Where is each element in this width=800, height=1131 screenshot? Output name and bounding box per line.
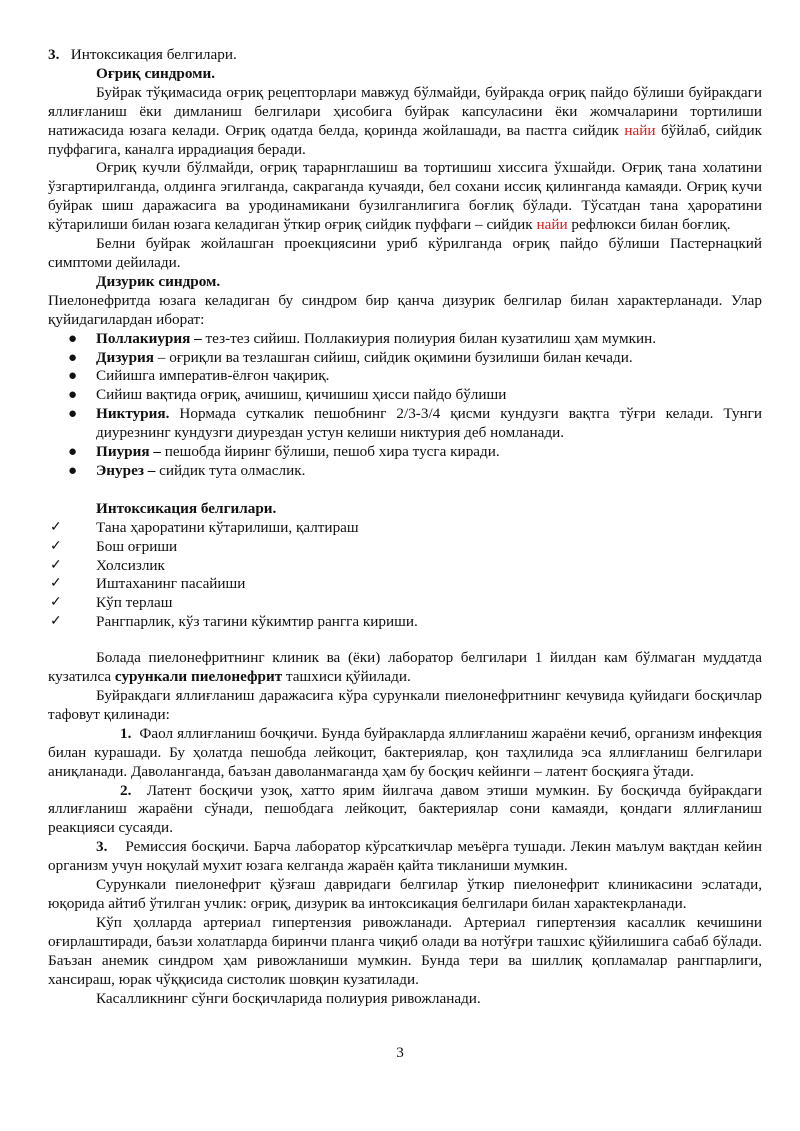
chronic-paragraph-1: Болада пиелонефритнинг клиник ва (ёки) лаборатор белгилари 1 йилдан кам бўлмаган муддатда кузатилса сурункали пиелонефрит ташхиси қўйилади. [48, 649, 762, 686]
checkmark-icon: ✓ [50, 519, 62, 535]
list-item: ● Сийиш вақтида оғриқ, ачишиш, қичишиш ҳисси пайдо бўлиши [68, 386, 507, 404]
bullet-icon: ● [68, 349, 78, 366]
bullet-icon: ● [68, 387, 78, 404]
chronic-paragraph-4: Кўп ҳолларда артериал гипертензия ривожланади. Артериал гипертензия касаллик кечишини оғирлаштиради, баъзи холатларда биринчи планга чиқиб олади ва нотўғри ташхис қўйилишига сабаб бўлади. Баъзан анемик синдром ҳам ривожланиши мумкин. Бунда тери ва шиллиқ қопламалар рангпарлиги, хансираш, юрак чўққисида систолик шовқин кузатилади. [48, 913, 762, 988]
highlight-word: найи [624, 121, 656, 139]
bullet-icon: ● [68, 406, 78, 423]
document-page [48, 46, 762, 1008]
pain-paragraph-2: Оғриқ кучли бўлмайди, оғриқ тарарнглашиш ва тортишиш хиссига ўхшайди. Оғриқ тана холатини ўзгартирилганда, олдинга эгилганда, сакраганда кучаяди, бел сохани иссиқ қилинганда камаяди. Оғриқ кучи буйрак шиш даражасига ва уродинамикани бузилганлигига боғлиқ бўлади. Тўсатдан тана ҳароратини кўтарилиши билан юзага келадиган ўткир оғриқ сийдик пуффаги – сийдик найи рефлюкси билан боғлиқ. [48, 159, 762, 234]
intox-heading: Интоксикация белгилари. [96, 499, 277, 517]
pain-heading: Оғриқ синдроми. [96, 64, 216, 82]
list-item: ✓ Иштаханинг пасайиши [50, 575, 246, 593]
bullet-icon: ● [68, 444, 78, 461]
bullet-icon: ● [68, 330, 78, 347]
dysuric-intro: Пиелонефритда юзага келадиган бу синдром бир қанча дизурик белгилар билан характерланади. Улар қуйидагилардан иборат: [48, 291, 762, 328]
bullet-icon: ● [68, 368, 78, 385]
checkmark-icon: ✓ [50, 595, 62, 611]
list-item: ● Сийишга императив-ёлғон чақириқ. [68, 367, 330, 385]
list-item: ✓ Бош оғриши [50, 537, 178, 555]
list-item: ✓ Тана ҳароратини кўтарилиши, қалтираш [50, 518, 359, 536]
list-item: ● Поллакиурия – тез-тез сийиш. Поллакиурия полиурия билан кузатилиш ҳам мумкин. [68, 329, 657, 347]
list-item: ● Пиурия – пешобда йиринг бўлиши, пешоб хира тусга киради. [68, 443, 500, 461]
checkmark-icon: ✓ [50, 614, 62, 630]
stage-2: 2. Латент босқичи узоқ, хатто ярим йилгача давом этиши мумкин. Бу босқичда буйракдаги яллиғланиш жараёни сўнади, пешобдага лейкоцит, бактериялар сони камаяди, қондаги яллиғланиш реакцияси сусаяди. [48, 781, 762, 837]
stage-1: 1. Фаол яллиғланиш бочқичи. Бунда буйракларда яллиғланиш жараёни кечиб, организм инфекция билан курашади. Бу ҳолатда пешобда лейкоцит, бактериялар, қон таҳлилида эса яллиғланиш белгилари аниқланади. Даволанганда, баъзан даволанмаганда ҳам бу босқич кейинги – латент босқияга ўтади. [48, 724, 763, 780]
stage-3: 3. Ремиссия босқичи. Барча лаборатор кўрсаткичлар меъёрга тушади. Лекин маълум вақтдан кейин организм учун ноқулай мухит юзага келганда жараён қайта тикланиши мумкин. [48, 838, 762, 875]
checkmark-icon: ✓ [50, 576, 62, 592]
checkmark-icon: ✓ [50, 538, 62, 554]
dysuric-heading: Дизурик синдром. [96, 272, 221, 290]
intox-list [48, 519, 762, 632]
pain-paragraph-1: Буйрак тўқимасида оғриқ рецепторлари мавжуд бўлмайди, буйракда оғриқ пайдо бўлиши буйракдаги яллиғланиш ёки димланиш белгилари ҳисобига буйрак капсуласини ёки жомчаларини тортилиши натижасида юзага келади. Оғриқ одатда белда, қоринда жойлашади, ва пастга сийдик найи бўйлаб, сийдик пуффагига, каналга иррадиация беради. [48, 83, 763, 158]
list-item: ✓ Холсизлик [50, 556, 165, 574]
section-number: 3. [48, 46, 60, 63]
list-item: ✓ Рангпарлик, кўз тагини кўкимтир рангга кириши. [50, 613, 418, 631]
chronic-paragraph-5: Касалликнинг сўнги босқичларида полиурия ривожланади. [96, 989, 481, 1007]
section-title: Интоксикация белгилари. [70, 46, 237, 63]
highlight-word: найи [536, 216, 568, 234]
bullet-icon: ● [68, 462, 78, 479]
chronic-paragraph-3: Сурункали пиелонефрит қўзғаш давридаги белгилар ўткир пиелонефрит клиникасини эслатади, юқорида айтиб ўтилган учлик: оғриқ, дизурик ва интоксикация белгилари билан характекрланади. [48, 876, 762, 912]
list-item: ● Никтурия. Нормада суткалик пешобнинг 2/3-3/4 қисми кундузги вақтга тўғри келади. Тунги диурезнинг кундузги диурездан устун келиши никтурия деб номланади. [68, 405, 762, 442]
chronic-term: сурункали пиелонефрит [114, 668, 283, 686]
list-item: ● Дизурия – оғриқли ва тезлашган сийиш, сийдик оқимини бузилиши билан кечади. [68, 348, 633, 366]
dysuric-list [48, 330, 762, 481]
list-item: ✓ Кўп терлаш [50, 594, 173, 612]
pain-paragraph-3: Белни буйрак жойлашган проекциясини уриб кўрилганда оғриқ пайдо бўлиши Пастернацкий симптоми дейилади. [48, 235, 762, 271]
list-item: ● Энурез – сийдик тута олмаслик. [68, 461, 306, 479]
section-heading [48, 46, 762, 65]
checkmark-icon: ✓ [50, 557, 62, 573]
page-number: 3 [396, 1044, 404, 1061]
chronic-paragraph-2: Буйракдаги яллиғланиш даражасига кўра сурункали пиелонефритнинг кечувида қуйидаги босқичлар тафовут қилинади: [48, 687, 762, 723]
